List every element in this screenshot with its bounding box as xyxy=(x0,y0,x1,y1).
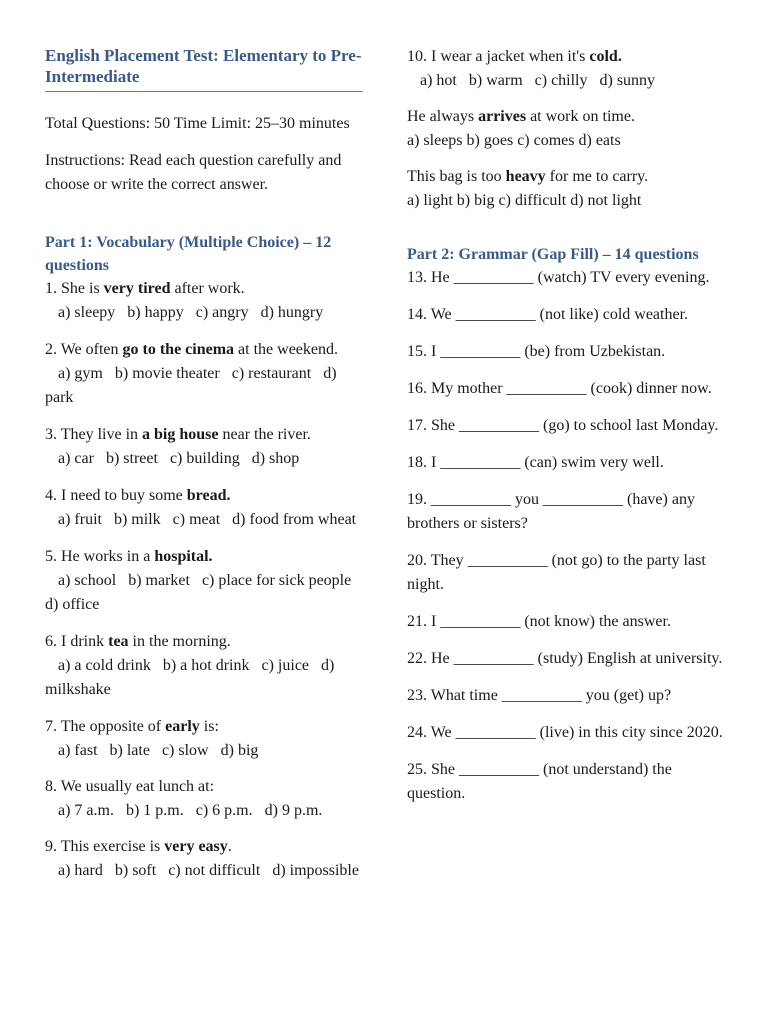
question-9-options: a) hard b) soft c) not difficult d) impossible xyxy=(58,862,359,879)
question-6-options: a) a cold drink b) a hot drink c) juice d) milkshake xyxy=(45,657,339,698)
question-17: 17. She __________ (go) to school last Monday. xyxy=(407,417,719,434)
question-24: 24. We __________ (live) in this city since 2020. xyxy=(407,724,723,741)
question-7-options: a) fast b) late c) slow d) big xyxy=(58,742,259,759)
question-5: 5. He works in a hospital. a) school b) market c) place for sick people d) office xyxy=(45,545,363,617)
question-25: 25. She __________ (not understand) the question. xyxy=(407,761,672,802)
part1-heading: Part 1: Vocabulary (Multiple Choice) – 12 questions xyxy=(45,234,332,274)
question-12: This bag is too heavy for me to carry. a) light b) big c) difficult d) not light xyxy=(407,165,729,213)
part2-heading: Part 2: Grammar (Gap Fill) – 14 questions xyxy=(407,246,699,263)
question-1: 1. She is very tired after work. a) sleepy b) happy c) angry d) hungry xyxy=(45,277,363,325)
right-column xyxy=(407,45,729,806)
question-7: 7. The opposite of early is: a) fast b) late c) slow d) big xyxy=(45,715,363,763)
question-16: 16. My mother __________ (cook) dinner now. xyxy=(407,380,712,397)
question-10: 10. I wear a jacket when it's cold. a) hot b) warm c) chilly d) sunny xyxy=(407,45,729,93)
test-meta: Total Questions: 50 Time Limit: 25–30 minutes xyxy=(45,115,350,132)
question-3-options: a) car b) street c) building d) shop xyxy=(58,450,300,467)
question-1-options: a) sleepy b) happy c) angry d) hungry xyxy=(58,304,324,321)
question-2: 2. We often go to the cinema at the weekend. a) gym b) movie theater c) restaurant d) park xyxy=(45,338,363,410)
question-22: 22. He __________ (study) English at university. xyxy=(407,650,723,667)
question-15: 15. I __________ (be) from Uzbekistan. xyxy=(407,343,666,360)
left-column xyxy=(45,45,363,883)
question-8-options: a) 7 a.m. b) 1 p.m. c) 6 p.m. d) 9 p.m. xyxy=(58,802,323,819)
question-18: 18. I __________ (can) swim very well. xyxy=(407,454,664,471)
question-8: 8. We usually eat lunch at: a) 7 a.m. b) 1 p.m. c) 6 p.m. d) 9 p.m. xyxy=(45,775,363,823)
question-6: 6. I drink tea in the morning. a) a cold drink b) a hot drink c) juice d) milkshake xyxy=(45,630,363,702)
question-2-options: a) gym b) movie theater c) restaurant d) park xyxy=(45,365,341,406)
question-5-options: a) school b) market c) place for sick people d) office xyxy=(45,572,364,613)
question-9: 9. This exercise is very easy. a) hard b) soft c) not difficult d) impossible xyxy=(45,835,363,883)
question-12-options: a) light b) big c) difficult d) not light xyxy=(407,192,642,209)
document-title: English Placement Test: Elementary to Pre-Intermediate xyxy=(45,45,363,92)
question-23: 23. What time __________ you (get) up? xyxy=(407,687,672,704)
question-4: 4. I need to buy some bread. a) fruit b) milk c) meat d) food from wheat xyxy=(45,484,363,532)
question-20: 20. They __________ (not go) to the party last night. xyxy=(407,552,706,593)
question-10-options: a) hot b) warm c) chilly d) sunny xyxy=(420,72,656,89)
question-11: He always arrives at work on time. a) sleeps b) goes c) comes d) eats xyxy=(407,105,729,153)
question-13: 13. He __________ (watch) TV every evening. xyxy=(407,269,710,286)
instructions: Instructions: Read each question carefully and choose or write the correct answer. xyxy=(45,152,342,193)
question-3: 3. They live in a big house near the river. a) car b) street c) building d) shop xyxy=(45,423,363,471)
question-14: 14. We __________ (not like) cold weather. xyxy=(407,306,689,323)
question-21: 21. I __________ (not know) the answer. xyxy=(407,613,671,630)
question-4-options: a) fruit b) milk c) meat d) food from wheat xyxy=(58,511,357,528)
question-11-options: a) sleeps b) goes c) comes d) eats xyxy=(407,132,621,149)
question-19: 19. __________ you __________ (have) any brothers or sisters? xyxy=(407,491,695,532)
